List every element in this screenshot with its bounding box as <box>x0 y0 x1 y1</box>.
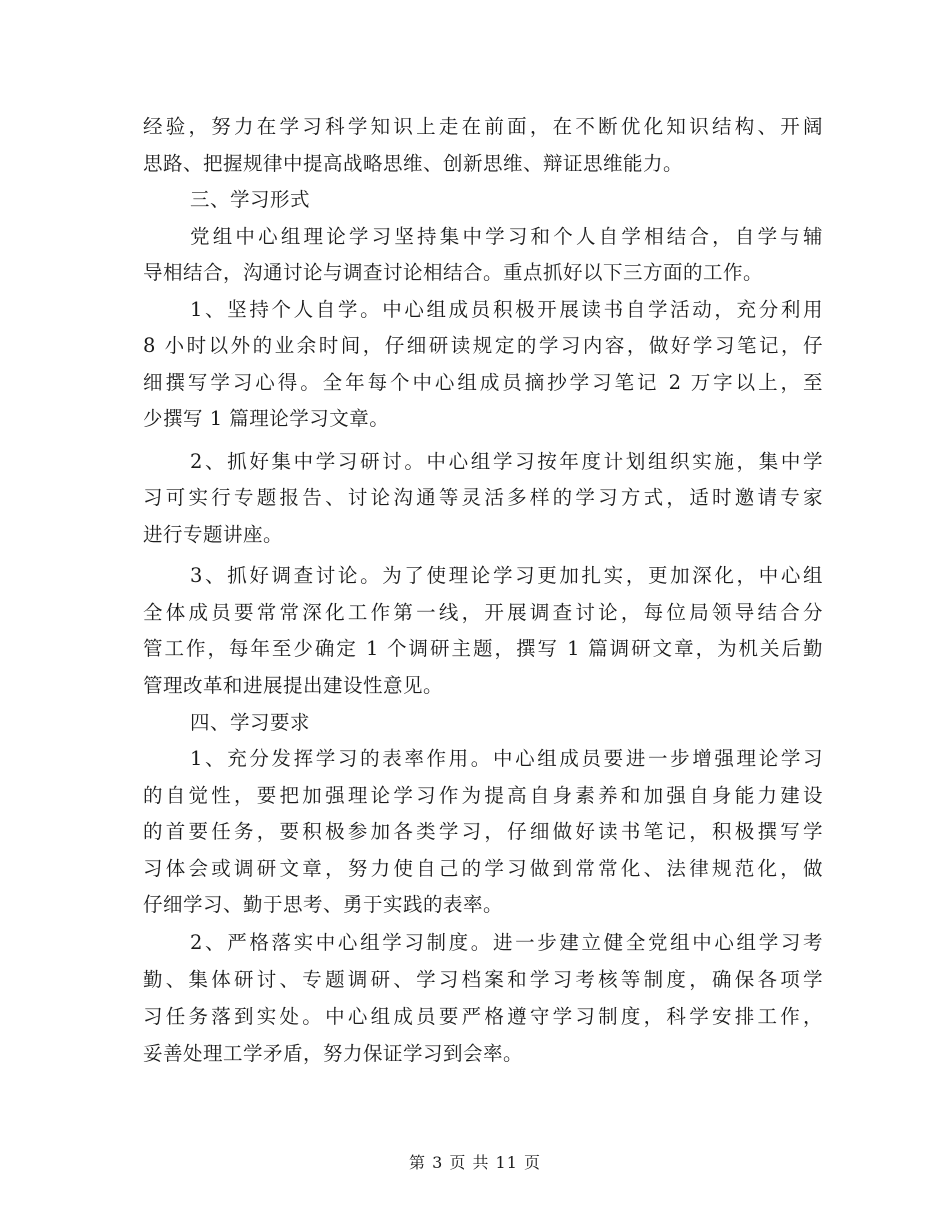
body-text-line: 导相结合，沟通讨论与调查讨论相结合。重点抓好以下三方面的工作。 <box>143 261 764 284</box>
body-text-line: 思路、把握规律中提高战略思维、创新思维、辩证思维能力。 <box>143 152 684 175</box>
body-text-line: 习任务落到实处。中心组成员要严格遵守学习制度，科学安排工作， <box>143 1005 823 1028</box>
body-text-line: 习可实行专题报告、讨论沟通等灵活多样的学习方式，适时邀请专家 <box>143 486 823 509</box>
page-number-footer: 第 3 页 共 11 页 <box>409 1153 541 1172</box>
body-text-line: 少撰写 1 篇理论学习文章。 <box>143 407 390 430</box>
body-text-line: 管工作，每年至少确定 1 个调研主题，撰写 1 篇调研文章，为机关后勤 <box>143 637 823 660</box>
body-text-line: 党组中心组理论学习坚持集中学习和个人自学相结合，自学与辅 <box>190 225 823 248</box>
body-text-line: 勤、集体研讨、专题调研、学习档案和学习考核等制度，确保各项学 <box>143 968 823 991</box>
body-text-line: 2、抓好集中学习研讨。中心组学习按年度计划组织实施，集中学 <box>190 450 823 473</box>
body-text-line: 细撰写学习心得。全年每个中心组成员摘抄学习笔记 2 万字以上，至 <box>143 371 823 394</box>
body-text-line: 妥善处理工学矛盾，努力保证学习到会率。 <box>143 1042 524 1065</box>
body-text-line: 1、坚持个人自学。中心组成员积极开展读书自学活动，充分利用 <box>190 298 823 321</box>
body-text-line: 仔细学习、勤于思考、勇于实践的表率。 <box>143 893 504 916</box>
body-text-line: 经验，努力在学习科学知识上走在前面，在不断优化知识结构、开阔 <box>143 115 823 138</box>
body-text-line: 管理改革和进展提出建设性意见。 <box>143 674 444 697</box>
body-text-line: 8 小时以外的业余时间，仔细研读规定的学习内容，做好学习笔记，仔 <box>143 334 823 357</box>
section-heading: 四、学习要求 <box>190 711 311 734</box>
body-text-line: 的自觉性，要把加强理论学习作为提高自身素养和加强自身能力建设 <box>143 784 823 807</box>
body-text-line: 3、抓好调查讨论。为了使理论学习更加扎实，更加深化，中心组 <box>190 564 823 587</box>
body-text-line: 进行专题讲座。 <box>143 523 284 546</box>
body-text-line: 习体会或调研文章，努力使自己的学习做到常常化、法律规范化，做 <box>143 857 823 880</box>
section-heading: 三、学习形式 <box>190 188 311 211</box>
body-text-line: 2、严格落实中心组学习制度。进一步建立健全党组中心组学习考 <box>190 931 823 954</box>
body-text-line: 1、充分发挥学习的表率作用。中心组成员要进一步增强理论学习 <box>190 747 823 770</box>
body-text-line: 的首要任务，要积极参加各类学习，仔细做好读书笔记，积极撰写学 <box>143 820 823 843</box>
body-text-line: 全体成员要常常深化工作第一线，开展调查讨论，每位局领导结合分 <box>143 601 823 624</box>
